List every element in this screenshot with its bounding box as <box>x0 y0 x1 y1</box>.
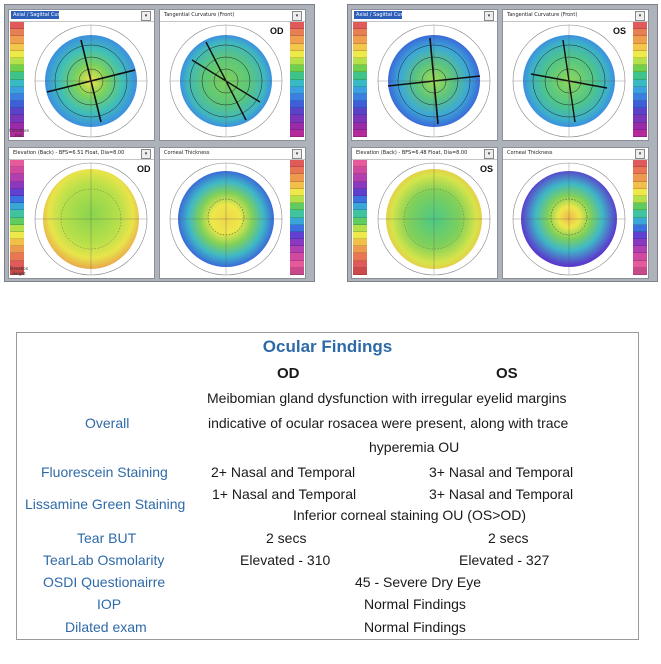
overall-text-line3: hyperemia OU <box>369 439 460 455</box>
tear-but-os: 2 secs <box>488 530 529 546</box>
row-label-overall: Overall <box>85 415 130 431</box>
os-tangential-map <box>502 9 649 141</box>
osmolarity-od: Elevated - 310 <box>240 552 331 568</box>
od-thickness-topography <box>162 160 290 278</box>
od-tangential-topography <box>162 22 290 140</box>
chevron-down-icon[interactable]: ▾ <box>141 149 151 159</box>
od-elevation-map: Elevation (Back) - BFS=6.51 Float, Dia=8.00 ▾ OD Elevation Height <box>8 147 155 279</box>
lissamine-note: Inferior corneal staining OU (OS>OD) <box>293 507 527 523</box>
row-label-fluorescein: Fluorescein Staining <box>41 464 168 480</box>
lissamine-od: 1+ Nasal and Temporal <box>212 486 357 502</box>
os-topography-panel <box>347 4 658 282</box>
column-header-os: OS <box>496 365 518 382</box>
color-scale <box>10 160 24 275</box>
chevron-down-icon[interactable]: ▾ <box>484 149 494 159</box>
od-thickness-map <box>159 147 306 279</box>
map-type-select[interactable]: Tangential Curvature (Front) <box>507 12 578 18</box>
color-scale <box>353 22 367 137</box>
color-scale <box>633 22 647 137</box>
os-thickness-topography <box>505 160 633 278</box>
map-type-select[interactable]: Elevation (Back) - BFS=6.51 Float, Dia=8.00 <box>13 150 125 156</box>
os-elevation-map <box>351 147 498 279</box>
chevron-down-icon[interactable]: ▾ <box>292 11 302 21</box>
chevron-down-icon[interactable]: ▾ <box>141 11 151 21</box>
eye-label: OD <box>270 26 284 36</box>
map-type-select[interactable]: Axial / Sagittal Curvature (Front) <box>13 12 94 18</box>
chevron-down-icon[interactable]: ▾ <box>635 149 645 159</box>
eye-label: OD <box>137 164 151 174</box>
row-label-iop: IOP <box>97 596 122 612</box>
chevron-down-icon[interactable]: ▾ <box>484 11 494 21</box>
column-header-od: OD <box>277 365 300 382</box>
color-scale <box>10 22 24 137</box>
chevron-down-icon[interactable]: ▾ <box>292 149 302 159</box>
os-tangential-topography <box>505 22 633 140</box>
os-axial-map <box>351 9 498 141</box>
map-type-select[interactable]: Elevation (Back) - BFS=6.48 Float, Dia=8.00 <box>356 150 468 156</box>
lissamine-os: 3+ Nasal and Temporal <box>429 486 574 502</box>
osdi-value: 45 - Severe Dry Eye <box>355 574 482 590</box>
os-axial-topography <box>370 22 498 140</box>
map-type-select[interactable]: Corneal Thickness <box>507 150 553 156</box>
iop-value: Normal Findings <box>364 596 466 612</box>
od-axial-topography <box>27 22 155 140</box>
chevron-down-icon[interactable]: ▾ <box>635 11 645 21</box>
map-type-select[interactable]: Corneal Thickness <box>164 150 210 156</box>
color-scale <box>290 22 304 137</box>
row-label-lissamine: Lissamine Green Staining <box>25 496 186 512</box>
ocular-findings-table <box>16 332 639 640</box>
map-type-select[interactable]: Axial / Sagittal Curvature (Front) <box>356 12 437 18</box>
map-type-select[interactable]: Tangential Curvature (Front) <box>164 12 235 18</box>
color-scale <box>290 160 304 275</box>
eye-label: OS <box>613 26 627 36</box>
dilated-exam-value: Normal Findings <box>364 619 466 635</box>
od-axial-map: Axial / Sagittal Curvature (Front) ▾ Curvature Refr <box>8 9 155 141</box>
os-elevation-topography <box>370 160 498 278</box>
overall-text-line1: Meibomian gland dysfunction with irregular eyelid margins <box>207 390 567 406</box>
od-tangential-map <box>159 9 306 141</box>
od-elevation-topography <box>27 160 155 278</box>
findings-title: Ocular Findings <box>262 337 393 356</box>
od-topography-panel <box>4 4 315 282</box>
overall-text-line2: indicative of ocular rosacea were present, along with trace <box>208 415 569 431</box>
tear-but-od: 2 secs <box>266 530 307 546</box>
eye-label: OS <box>480 164 494 174</box>
osmolarity-os: Elevated - 327 <box>459 552 550 568</box>
row-label-osmolarity: TearLab Osmolarity <box>43 552 165 568</box>
row-label-dilated-exam: Dilated exam <box>65 619 147 635</box>
os-thickness-map <box>502 147 649 279</box>
color-scale <box>353 160 367 275</box>
color-scale <box>633 160 647 275</box>
fluorescein-os: 3+ Nasal and Temporal <box>429 464 574 480</box>
row-label-tear-but: Tear BUT <box>77 530 137 546</box>
row-label-osdi: OSDI Questionairre <box>43 574 166 590</box>
fluorescein-od: 2+ Nasal and Temporal <box>211 464 356 480</box>
